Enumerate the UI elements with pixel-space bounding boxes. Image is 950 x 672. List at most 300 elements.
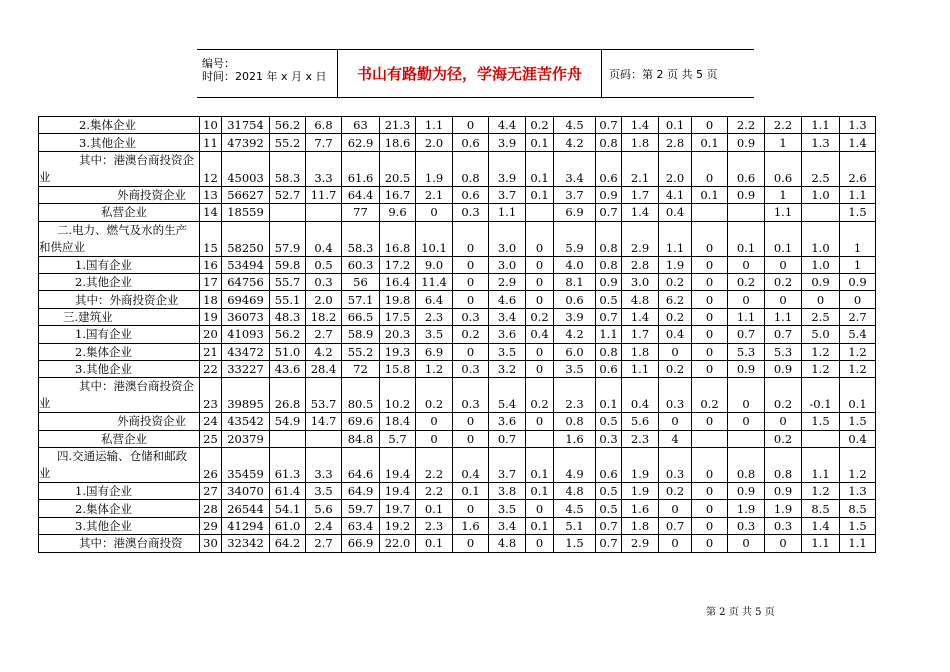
table-cell: 61.3 (270, 448, 306, 483)
table-cell: 0.9 (728, 360, 765, 377)
row-label: 其中：港澳台商投资企业 (39, 151, 200, 186)
table-cell: 2.2 (416, 483, 453, 500)
table-cell: 1.1 (489, 204, 526, 221)
table-cell: 1.1 (416, 117, 453, 134)
table-cell: 1.1 (659, 221, 692, 256)
table-cell: 39895 (222, 378, 270, 413)
table-cell: 8.5 (840, 500, 876, 517)
table-row (39, 308, 876, 325)
table-cell: 1.9 (728, 500, 765, 517)
table-cell: 32342 (222, 535, 270, 552)
table-cell: 9.6 (380, 204, 416, 221)
row-code: 25 (200, 430, 222, 447)
table-cell: 0.2 (765, 378, 802, 413)
table-cell: 1.9 (622, 448, 659, 483)
table-row (39, 413, 876, 430)
table-cell: 8.5 (802, 500, 840, 517)
table-cell: 0 (692, 326, 728, 343)
table-cell: 69.6 (342, 413, 380, 430)
table-cell: 53.7 (306, 378, 342, 413)
table-cell: 3.2 (489, 360, 526, 377)
table-cell: 19.3 (380, 343, 416, 360)
table-row (39, 517, 876, 534)
row-code: 19 (200, 308, 222, 325)
table-cell: 0 (526, 360, 554, 377)
row-label: 私营企业 (39, 430, 200, 447)
table-cell: 0 (692, 256, 728, 273)
table-cell: 1.4 (622, 117, 659, 134)
table-row (39, 378, 876, 413)
table-cell: 8.1 (554, 273, 596, 290)
table-cell: 0.1 (416, 500, 453, 517)
row-code: 14 (200, 204, 222, 221)
table-row (39, 291, 876, 308)
table-cell: 80.5 (342, 378, 380, 413)
table-cell: 0 (692, 483, 728, 500)
table-cell: 48.3 (270, 308, 306, 325)
table-cell: 2.3 (416, 308, 453, 325)
table-cell: 5.3 (765, 343, 802, 360)
table-cell: 10.1 (416, 221, 453, 256)
table-cell: 0.8 (596, 256, 622, 273)
table-cell: 1.5 (840, 204, 876, 221)
table-cell: 1.8 (622, 134, 659, 151)
table-cell: 0 (692, 221, 728, 256)
table-cell: 0.2 (765, 273, 802, 290)
table-cell: 5.4 (840, 326, 876, 343)
table-cell: 1.5 (840, 517, 876, 534)
table-cell: 3.9 (489, 134, 526, 151)
table-cell: 0.6 (596, 151, 622, 186)
table-cell: 1 (840, 256, 876, 273)
page-label: 页码：第 2 页 共 5 页 (609, 67, 718, 81)
row-label: 2.集体企业 (39, 117, 200, 134)
table-cell: 4.6 (489, 291, 526, 308)
table-cell: 18.2 (306, 308, 342, 325)
row-label: 2.其他企业 (39, 273, 200, 290)
table-cell: 0.6 (596, 448, 622, 483)
table-cell: 16.8 (380, 221, 416, 256)
table-cell: 4 (659, 430, 692, 447)
table-cell: 0 (659, 343, 692, 360)
table-cell (306, 204, 342, 221)
table-cell: 21.3 (380, 117, 416, 134)
row-label: 1.国有企业 (39, 483, 200, 500)
table-cell: 3.4 (554, 151, 596, 186)
table-cell: 0 (692, 535, 728, 552)
table-cell: 0.6 (596, 360, 622, 377)
table-cell: 1.2 (840, 360, 876, 377)
table-cell: 28.4 (306, 360, 342, 377)
table-cell: 0.7 (659, 517, 692, 534)
table-cell (802, 204, 840, 221)
table-cell: 2.3 (554, 378, 596, 413)
table-cell: 3.7 (489, 186, 526, 203)
table-cell: 0.8 (453, 151, 489, 186)
table-cell: 84.8 (342, 430, 380, 447)
table-cell: 0.2 (659, 308, 692, 325)
table-cell: 3.7 (489, 448, 526, 483)
table-cell: 0.1 (526, 448, 554, 483)
table-cell: 41093 (222, 326, 270, 343)
table-cell: 77 (342, 204, 380, 221)
table-cell: 0.9 (596, 186, 622, 203)
table-cell: 34070 (222, 483, 270, 500)
table-cell: 0.9 (765, 483, 802, 500)
table-cell: 55.2 (270, 134, 306, 151)
table-cell: 0.6 (453, 186, 489, 203)
table-cell: 1.0 (802, 186, 840, 203)
table-cell: 18559 (222, 204, 270, 221)
table-cell: 1 (840, 221, 876, 256)
table-cell: 1.2 (416, 360, 453, 377)
table-cell: 4.2 (554, 134, 596, 151)
table-cell: 56 (342, 273, 380, 290)
table-cell: 18.4 (380, 413, 416, 430)
table-cell: 0 (692, 308, 728, 325)
table-cell: 1.1 (802, 117, 840, 134)
table-cell: 4.5 (554, 117, 596, 134)
table-cell: 5.1 (554, 517, 596, 534)
table-cell: 64756 (222, 273, 270, 290)
table-cell: 3.4 (489, 517, 526, 534)
table-cell: 5.3 (728, 343, 765, 360)
table-cell: 4.9 (554, 448, 596, 483)
table-cell: 0 (692, 413, 728, 430)
table-cell: 4.5 (554, 500, 596, 517)
table-cell: 0 (765, 256, 802, 273)
table-row (39, 151, 876, 186)
table-row (39, 483, 876, 500)
table-cell: 0.2 (728, 273, 765, 290)
table-cell: 0.2 (765, 430, 802, 447)
table-cell: 2.7 (306, 535, 342, 552)
table-cell: 51.0 (270, 343, 306, 360)
table-cell (692, 204, 728, 221)
table-cell: 9.0 (416, 256, 453, 273)
table-cell: 6.9 (554, 204, 596, 221)
row-label: 3.其他企业 (39, 517, 200, 534)
table-cell: 1 (765, 186, 802, 203)
table-cell: 0.1 (692, 134, 728, 151)
row-label: 二.电力、燃气及水的生产和供应业 (39, 221, 200, 256)
table-cell: 1.9 (622, 483, 659, 500)
table-cell: 2.9 (489, 273, 526, 290)
table-cell: 43.6 (270, 360, 306, 377)
table-cell (526, 204, 554, 221)
table-cell: 0 (416, 430, 453, 447)
table-cell: 2.2 (416, 448, 453, 483)
table-cell: 55.1 (270, 291, 306, 308)
table-cell: 0.7 (596, 308, 622, 325)
table-cell: 5.0 (802, 326, 840, 343)
table-cell: 7.7 (306, 134, 342, 151)
table-cell: 5.6 (306, 500, 342, 517)
table-cell: 0 (765, 413, 802, 430)
row-label: 1.国有企业 (39, 326, 200, 343)
table-cell: 0 (728, 291, 765, 308)
table-cell: 3.7 (554, 186, 596, 203)
table-cell: 2.7 (840, 308, 876, 325)
row-label: 2.集体企业 (39, 343, 200, 360)
row-code: 16 (200, 256, 222, 273)
table-cell: 0.2 (526, 308, 554, 325)
table-cell: 54.9 (270, 413, 306, 430)
row-label: 三.建筑业 (39, 308, 200, 325)
table-cell: 3.5 (489, 343, 526, 360)
table-cell: 3.0 (622, 273, 659, 290)
table-cell: 0 (453, 413, 489, 430)
row-code: 10 (200, 117, 222, 134)
table-cell: 66.5 (342, 308, 380, 325)
row-label: 2.集体企业 (39, 500, 200, 517)
table-cell: 0.1 (526, 151, 554, 186)
table-cell: 6.9 (416, 343, 453, 360)
table-cell: 17.5 (380, 308, 416, 325)
table-cell: 1.2 (802, 343, 840, 360)
table-cell: 31754 (222, 117, 270, 134)
statistics-table (38, 116, 876, 553)
table-cell: 0.2 (692, 378, 728, 413)
table-cell: 4.8 (489, 535, 526, 552)
header-meta (197, 50, 338, 97)
table-cell: 0.2 (659, 483, 692, 500)
table-cell: 0 (765, 291, 802, 308)
table-cell: 0 (692, 343, 728, 360)
table-cell: 0 (453, 117, 489, 134)
table-cell: 0.7 (728, 326, 765, 343)
table-cell: 53494 (222, 256, 270, 273)
table-cell: 0.9 (596, 273, 622, 290)
table-cell: 0.5 (596, 291, 622, 308)
page-header (197, 49, 754, 98)
table-cell: 1.3 (840, 483, 876, 500)
table-cell: 0.3 (765, 517, 802, 534)
table-cell: 0 (728, 378, 765, 413)
table-cell: 3.3 (306, 448, 342, 483)
table-cell: 1.0 (802, 221, 840, 256)
row-code: 20 (200, 326, 222, 343)
table-cell: 6.4 (416, 291, 453, 308)
table-cell: 1.9 (765, 500, 802, 517)
table-cell: 0 (416, 204, 453, 221)
table-row (39, 186, 876, 203)
table-cell: 0 (526, 221, 554, 256)
table-cell: 1.2 (802, 360, 840, 377)
table-cell: 1.2 (840, 343, 876, 360)
table-cell: 0.8 (728, 448, 765, 483)
table-row (39, 500, 876, 517)
table-cell: 0.2 (453, 326, 489, 343)
table-cell: 55.7 (270, 273, 306, 290)
table-cell: 1.6 (554, 430, 596, 447)
table-cell: 2.1 (622, 151, 659, 186)
table-cell: 0.5 (596, 500, 622, 517)
table-cell: 0 (659, 500, 692, 517)
table-cell: 0.7 (596, 535, 622, 552)
table-cell: 0.7 (596, 204, 622, 221)
table-cell: 69469 (222, 291, 270, 308)
table-cell: 1.3 (840, 117, 876, 134)
table-cell: 2.2 (765, 117, 802, 134)
table-cell: 5.7 (380, 430, 416, 447)
table-cell: 60.3 (342, 256, 380, 273)
table-cell: 0 (526, 413, 554, 430)
motto-text: 书山有路勤为径，学海无涯苦作舟 (338, 50, 602, 97)
table-cell: 4.0 (554, 256, 596, 273)
row-label: 外商投资企业 (39, 413, 200, 430)
table-cell: 0.8 (554, 413, 596, 430)
table-cell: 19.7 (380, 500, 416, 517)
table-cell: 1.1 (802, 535, 840, 552)
table-cell: 4.1 (659, 186, 692, 203)
table-row (39, 343, 876, 360)
row-code: 13 (200, 186, 222, 203)
table-cell: 3.9 (554, 308, 596, 325)
table-cell: 0.8 (596, 343, 622, 360)
table-cell: 0.6 (554, 291, 596, 308)
table-cell: 0.1 (596, 378, 622, 413)
row-label: 四.交通运输、仓储和邮政业 (39, 448, 200, 483)
table-cell: 5.9 (554, 221, 596, 256)
table-cell: 0 (453, 291, 489, 308)
row-label: 1.国有企业 (39, 256, 200, 273)
table-cell: 0.9 (728, 483, 765, 500)
table-cell: 3.5 (416, 326, 453, 343)
table-cell: 1.1 (622, 360, 659, 377)
table-cell: 0.2 (659, 273, 692, 290)
table-cell: 0.3 (453, 360, 489, 377)
table-cell: 0 (728, 413, 765, 430)
table-cell: 0.4 (840, 430, 876, 447)
table-cell: 2.9 (622, 221, 659, 256)
row-code: 23 (200, 378, 222, 413)
table-cell: 58.9 (342, 326, 380, 343)
table-cell: 0.9 (728, 134, 765, 151)
row-code: 24 (200, 413, 222, 430)
table-cell: 0.9 (840, 273, 876, 290)
table-cell: 0.9 (728, 186, 765, 203)
table-cell: 1.2 (802, 483, 840, 500)
table-cell (526, 430, 554, 447)
table-row (39, 221, 876, 256)
table-cell (802, 430, 840, 447)
table-cell: 0.1 (526, 134, 554, 151)
table-cell: 0.6 (765, 151, 802, 186)
row-code: 12 (200, 151, 222, 186)
table-cell: 0 (692, 291, 728, 308)
table-cell: 3.9 (489, 151, 526, 186)
table-cell: 0.7 (489, 430, 526, 447)
table-cell: 2.1 (416, 186, 453, 203)
table-cell (728, 430, 765, 447)
table-cell: 0.4 (526, 326, 554, 343)
row-code: 26 (200, 448, 222, 483)
table-cell: 1.8 (622, 517, 659, 534)
table-cell: -0.1 (802, 378, 840, 413)
table-row (39, 204, 876, 221)
table-cell: 1.7 (622, 326, 659, 343)
table-cell: 56627 (222, 186, 270, 203)
table-cell: 62.9 (342, 134, 380, 151)
table-cell: 57.9 (270, 221, 306, 256)
table-cell: 0.8 (765, 448, 802, 483)
table-cell: 1.1 (765, 308, 802, 325)
table-cell: 0 (840, 291, 876, 308)
table-cell: 0.1 (728, 221, 765, 256)
table-cell: 1.1 (802, 448, 840, 483)
table-cell: 33227 (222, 360, 270, 377)
table-cell: 0 (728, 256, 765, 273)
table-row (39, 430, 876, 447)
table-cell: 1.5 (554, 535, 596, 552)
table-cell: 0.3 (659, 378, 692, 413)
table-cell: 0 (453, 256, 489, 273)
table-cell: 0.3 (596, 430, 622, 447)
table-cell: 6.2 (659, 291, 692, 308)
table-cell: 1.8 (622, 343, 659, 360)
table-cell: 56.2 (270, 117, 306, 134)
table-cell (692, 430, 728, 447)
table-cell: 4.2 (554, 326, 596, 343)
table-cell: 1.1 (765, 204, 802, 221)
table-cell: 2.5 (802, 308, 840, 325)
table-cell: 1.5 (840, 413, 876, 430)
table-cell: 57.1 (342, 291, 380, 308)
table-cell: 0.9 (765, 360, 802, 377)
table-cell: 16.4 (380, 273, 416, 290)
table-cell: 0.1 (526, 517, 554, 534)
table-cell: 3.5 (554, 360, 596, 377)
table-cell: 0.4 (659, 326, 692, 343)
table-cell: 1.1 (596, 326, 622, 343)
table-cell: 0 (526, 500, 554, 517)
table-cell: 61.0 (270, 517, 306, 534)
table-cell: 2.3 (622, 430, 659, 447)
table-cell: 3.6 (489, 413, 526, 430)
table-cell: 0 (692, 151, 728, 186)
table-cell: 1.9 (659, 256, 692, 273)
table-cell: 2.8 (659, 134, 692, 151)
table-cell: 0 (453, 535, 489, 552)
table-row (39, 134, 876, 151)
table-cell: 3.5 (306, 483, 342, 500)
table-cell: 43542 (222, 413, 270, 430)
table-cell: 0 (526, 343, 554, 360)
table-cell: 0 (692, 500, 728, 517)
table-cell: 64.9 (342, 483, 380, 500)
row-code: 17 (200, 273, 222, 290)
table-cell (270, 204, 306, 221)
table-cell: 3.0 (489, 221, 526, 256)
table-cell: 0 (453, 343, 489, 360)
table-cell: 20.5 (380, 151, 416, 186)
table-row (39, 448, 876, 483)
table-cell: 11.7 (306, 186, 342, 203)
table-cell: 3.6 (489, 326, 526, 343)
table-cell: 6.0 (554, 343, 596, 360)
table-cell: 0.7 (765, 326, 802, 343)
table-cell: 0 (453, 500, 489, 517)
table-cell: 1.2 (840, 448, 876, 483)
table-cell: 72 (342, 360, 380, 377)
table-cell: 1.6 (453, 517, 489, 534)
table-row (39, 273, 876, 290)
table-cell: 36073 (222, 308, 270, 325)
table-cell: 59.8 (270, 256, 306, 273)
table-cell: 5.6 (622, 413, 659, 430)
table-cell: 19.4 (380, 483, 416, 500)
